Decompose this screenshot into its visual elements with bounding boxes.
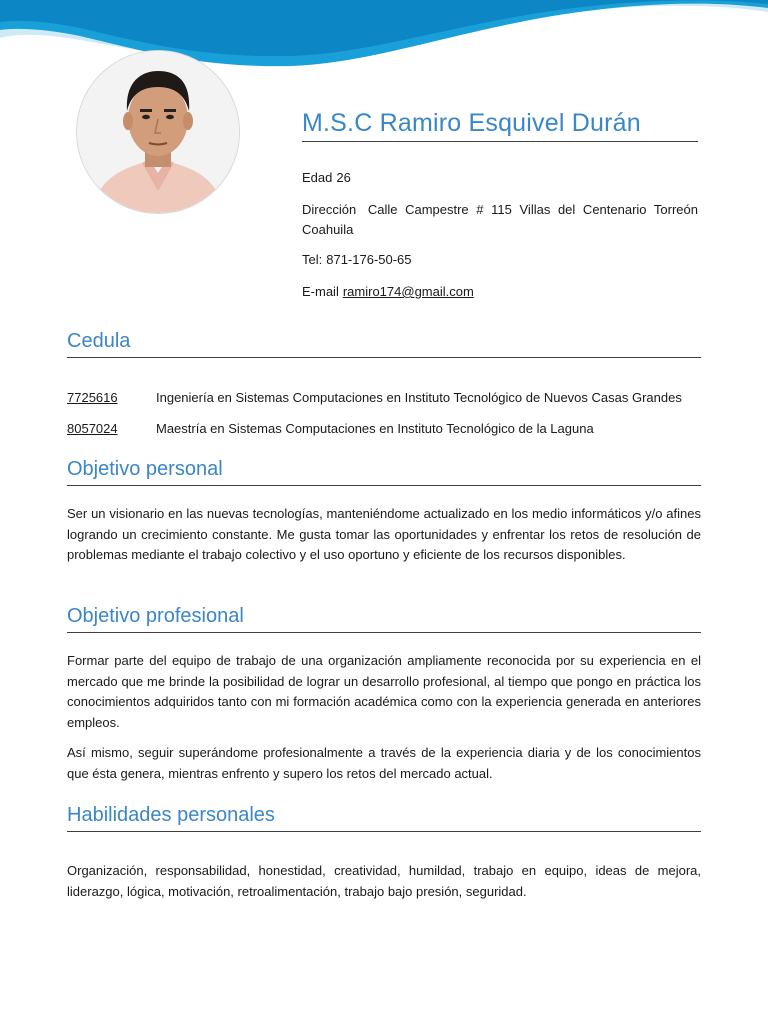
objetivo-personal-text: Ser un visionario en las nuevas tecnologías, manteniéndome actualizado en los medio informáticos y/o afines logrando un crecimiento constante. Me gusta tomar las oportunidades y enfrentar los retos de resolución de problemas mediante el trabajo colectivo y el uso oportuno y eficiente de los recursos disponibles. bbox=[67, 506, 701, 563]
email-line bbox=[302, 282, 698, 302]
age-value: 26 bbox=[336, 170, 351, 185]
cedula-number[interactable]: 7725616 bbox=[67, 390, 118, 405]
section-title-objetivo-profesional: Objetivo profesional bbox=[67, 603, 701, 633]
age-line bbox=[302, 168, 698, 188]
habilidades-text: Organización, responsabilidad, honestidad, creatividad, humildad, trabajo en equipo, ideas de mejora, liderazgo, lógica, motivación, retroalimentación, trabajo bajo presión, seguridad. bbox=[67, 863, 701, 899]
cedula-description: Maestría en Sistemas Computaciones en Instituto Tecnológico de la Laguna bbox=[156, 421, 594, 436]
objetivo-profesional-paragraph-2: Así mismo, seguir superándome profesionalmente a través de la experiencia diaria y de los conocimientos que ésta genera, mientras enfrento y supero los retos del mercado actual. bbox=[67, 745, 701, 781]
cedula-number[interactable]: 8057024 bbox=[67, 421, 118, 436]
phone-label: Tel: bbox=[302, 252, 323, 267]
email-label: E-mail bbox=[302, 284, 339, 299]
objetivo-profesional-paragraph-1: Formar parte del equipo de trabajo de una organización ampliamente reconocida por su experiencia en el mercado que me brinde la posibilidad de lograr un desarrollo profesional, al tiempo que pongo en práctica los conocimientos adquiridos tanto con mi formación académica como con la experiencia generada en anteriores empleos. bbox=[67, 653, 701, 731]
address-label: Dirección bbox=[302, 202, 357, 217]
address-value: Calle Campestre # 115 Villas del Centenario Torreón Coahuila bbox=[302, 202, 698, 237]
candidate-name: M.S.C Ramiro Esquivel Durán bbox=[302, 108, 698, 142]
section-title-habilidades: Habilidades personales bbox=[67, 802, 701, 832]
cedula-description: Ingeniería en Sistemas Computaciones en Instituto Tecnológico de Nuevos Casas Grandes bbox=[156, 390, 682, 405]
email-link[interactable]: ramiro174@gmail.com bbox=[342, 284, 474, 299]
address-line bbox=[302, 200, 698, 240]
phone-value: 871-176-50-65 bbox=[326, 252, 412, 267]
phone-line bbox=[302, 250, 698, 270]
cedula-row bbox=[67, 389, 707, 407]
profile-photo bbox=[76, 50, 240, 214]
cedula-row bbox=[67, 420, 707, 438]
section-title-cedula: Cedula bbox=[67, 328, 701, 358]
age-label: Edad bbox=[302, 170, 333, 185]
section-title-objetivo-personal: Objetivo personal bbox=[67, 456, 701, 486]
